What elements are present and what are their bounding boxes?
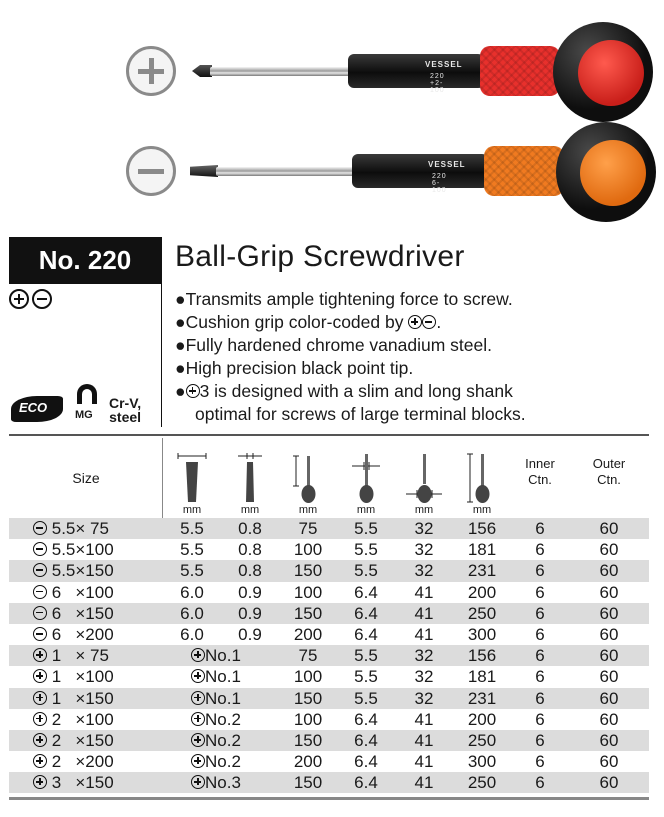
grip-diameter-cell: 41 [395, 624, 453, 645]
table-row [9, 603, 649, 624]
inner-ctn-cell: 6 [511, 709, 569, 730]
shank-diameter-cell: 5.5 [337, 688, 395, 709]
point-size-cell: No.1 [163, 645, 279, 666]
size-cell: 2 ×150 [9, 730, 163, 751]
outer-ctn-cell: 60 [569, 518, 649, 539]
point-size-cell: No.2 [163, 709, 279, 730]
grip-diameter-cell: 41 [395, 751, 453, 772]
brand-marking: VESSEL [425, 60, 463, 69]
point-size-cell: No.2 [163, 730, 279, 751]
tip-thickness-cell: 0.8 [221, 539, 279, 560]
outer-ctn-cell: 60 [569, 539, 649, 560]
grip-diameter-cell: 32 [395, 518, 453, 539]
grip-diameter-cell: 41 [395, 772, 453, 793]
phillips-icon [33, 691, 47, 705]
inner-ctn-cell: 6 [511, 751, 569, 772]
blade-length-cell: 100 [279, 539, 337, 560]
product-title: Ball-Grip Screwdriver [175, 240, 465, 273]
outer-ctn-cell: 60 [569, 582, 649, 603]
phillips-icon [186, 384, 200, 398]
size-cell: 5.5×100 [9, 539, 163, 560]
table-row [9, 518, 649, 539]
total-length-cell: 181 [453, 539, 511, 560]
tip-width-header: mm [163, 438, 221, 518]
tip-width-cell: 5.5 [163, 560, 221, 581]
magnetic-tip-icon: MG [73, 384, 101, 424]
tip-type-icons [9, 289, 52, 309]
tip-thickness-cell: 0.9 [221, 582, 279, 603]
feature-item: ● 3 is designed with a slim and long shank [175, 381, 513, 401]
blade-length-cell: 75 [279, 645, 337, 666]
inner-ctn-cell: 6 [511, 518, 569, 539]
total-length-diagram-icon [462, 452, 502, 504]
grip-diameter-cell: 32 [395, 539, 453, 560]
slotted-icon [33, 585, 47, 599]
point-size-cell: No.2 [163, 751, 279, 772]
table-row [9, 582, 649, 603]
total-length-cell: 300 [453, 751, 511, 772]
shank-diameter-cell: 5.5 [337, 666, 395, 687]
table-row [9, 539, 649, 560]
inner-ctn-cell: 6 [511, 560, 569, 581]
blade-length-diagram-icon [288, 452, 328, 504]
grip-diameter-cell: 32 [395, 666, 453, 687]
orange-grip [484, 146, 564, 196]
size-marking: 220 6-100 [432, 173, 447, 194]
size-cell: 6 ×150 [9, 603, 163, 624]
inner-ctn-header: Inner Ctn. [525, 456, 555, 487]
shank-diameter-cell: 6.4 [337, 603, 395, 624]
size-marking: 220 +2-100 [430, 73, 445, 94]
tip-thickness-header: mm [221, 438, 279, 518]
point-size-cell: No.1 [163, 666, 279, 687]
phillips-icon [9, 289, 29, 309]
table-row [9, 709, 649, 730]
table-row [9, 688, 649, 709]
shank-diameter-cell: 6.4 [337, 730, 395, 751]
blade-length-cell: 150 [279, 730, 337, 751]
phillips-icon [33, 712, 47, 726]
total-length-cell: 250 [453, 603, 511, 624]
inner-ctn-cell: 6 [511, 666, 569, 687]
total-length-cell: 250 [453, 730, 511, 751]
total-length-cell: 231 [453, 560, 511, 581]
shank-diameter-header: mm [337, 438, 395, 518]
shank-diameter-cell: 5.5 [337, 560, 395, 581]
phillips-icon [191, 691, 205, 705]
size-cell: 1 × 75 [9, 645, 163, 666]
tip-width-cell: 6.0 [163, 582, 221, 603]
slotted-icon [33, 606, 47, 620]
phillips-icon [33, 754, 47, 768]
feature-item: ●Transmits ample tightening force to screw. [175, 289, 513, 309]
feature-item: ●High precision black point tip. [175, 358, 414, 378]
total-length-cell: 200 [453, 582, 511, 603]
tip-thickness-cell: 0.8 [221, 518, 279, 539]
tip-thickness-diagram-icon [230, 452, 270, 504]
total-length-header: mm [453, 438, 511, 518]
feature-item: ●Fully hardened chrome vanadium steel. [175, 335, 492, 355]
red-grip [480, 46, 560, 96]
grip-diameter-header: mm [395, 438, 453, 518]
outer-ctn-cell: 60 [569, 666, 649, 687]
divider [9, 797, 649, 800]
total-length-cell: 181 [453, 666, 511, 687]
outer-ctn-cell: 60 [569, 709, 649, 730]
slotted-icon [33, 521, 47, 535]
certification-badges [9, 384, 141, 424]
feature-item-continued: optimal for screws of large terminal blocks. [195, 404, 526, 424]
blade-length-cell: 150 [279, 772, 337, 793]
size-cell: 2 ×200 [9, 751, 163, 772]
material-badge: Cr-V, steel [109, 395, 142, 425]
shank-diameter-cell: 6.4 [337, 709, 395, 730]
model-number: No. 220 [9, 237, 161, 283]
divider [9, 434, 649, 436]
tip-thickness-cell: 0.9 [221, 603, 279, 624]
size-cell: 5.5×150 [9, 560, 163, 581]
grip-diameter-cell: 41 [395, 603, 453, 624]
red-grip-cap [578, 40, 644, 106]
grip-diameter-cell: 32 [395, 645, 453, 666]
phillips-icon [191, 775, 205, 789]
phillips-icon [191, 669, 205, 683]
total-length-cell: 156 [453, 645, 511, 666]
slotted-icon [33, 542, 47, 556]
table-row [9, 645, 649, 666]
tip-thickness-cell: 0.9 [221, 624, 279, 645]
blade-length-cell: 75 [279, 518, 337, 539]
inner-ctn-cell: 6 [511, 603, 569, 624]
phillips-tip-icon [126, 46, 176, 96]
total-length-cell: 156 [453, 518, 511, 539]
shank-diameter-cell: 6.4 [337, 751, 395, 772]
blade-length-cell: 100 [279, 666, 337, 687]
grip-diameter-cell: 41 [395, 730, 453, 751]
outer-ctn-cell: 60 [569, 688, 649, 709]
outer-ctn-header: Outer Ctn. [592, 456, 626, 487]
outer-ctn-cell: 60 [569, 624, 649, 645]
phillips-icon [33, 648, 47, 662]
outer-ctn-cell: 60 [569, 730, 649, 751]
size-cell: 6 ×100 [9, 582, 163, 603]
table-row [9, 730, 649, 751]
brand-marking: VESSEL [428, 160, 466, 169]
size-cell: 5.5× 75 [9, 518, 163, 539]
slotted-icon [422, 315, 436, 329]
feature-list [175, 288, 645, 426]
size-cell: 6 ×200 [9, 624, 163, 645]
blade-length-header: mm [279, 438, 337, 518]
size-cell: 3 ×150 [9, 772, 163, 793]
size-cell: 1 ×100 [9, 666, 163, 687]
table-row [9, 772, 649, 793]
table-header-row [9, 438, 649, 518]
grip-diameter-cell: 32 [395, 688, 453, 709]
blade-length-cell: 100 [279, 582, 337, 603]
inner-ctn-cell: 6 [511, 582, 569, 603]
tip-width-cell: 5.5 [163, 518, 221, 539]
slotted-icon [32, 289, 52, 309]
table-row [9, 666, 649, 687]
outer-ctn-cell: 60 [569, 560, 649, 581]
phillips-icon [191, 712, 205, 726]
feature-item: ●Cushion grip color-coded by . [175, 312, 442, 332]
table-row [9, 560, 649, 581]
inner-ctn-cell: 6 [511, 624, 569, 645]
inner-ctn-cell: 6 [511, 730, 569, 751]
shank-diameter-cell: 6.4 [337, 582, 395, 603]
tip-width-cell: 5.5 [163, 539, 221, 560]
outer-ctn-cell: 60 [569, 772, 649, 793]
total-length-cell: 200 [453, 709, 511, 730]
inner-ctn-cell: 6 [511, 688, 569, 709]
blade-length-cell: 150 [279, 560, 337, 581]
table-row [9, 751, 649, 772]
tip-width-cell: 6.0 [163, 603, 221, 624]
tip-width-diagram-icon [172, 452, 212, 504]
phillips-icon [33, 669, 47, 683]
tip-width-cell: 6.0 [163, 624, 221, 645]
inner-ctn-cell: 6 [511, 772, 569, 793]
size-cell: 2 ×100 [9, 709, 163, 730]
slotted-icon [33, 563, 47, 577]
tip-thickness-cell: 0.8 [221, 560, 279, 581]
shank-diameter-cell: 5.5 [337, 539, 395, 560]
size-header: Size [72, 470, 100, 486]
orange-grip-cap [580, 140, 646, 206]
outer-ctn-cell: 60 [569, 645, 649, 666]
outer-ctn-cell: 60 [569, 751, 649, 772]
total-length-cell: 250 [453, 772, 511, 793]
blade-length-cell: 200 [279, 751, 337, 772]
slotted-icon [33, 627, 47, 641]
shank-diameter-cell: 6.4 [337, 772, 395, 793]
blade-length-cell: 150 [279, 688, 337, 709]
blade-length-cell: 150 [279, 603, 337, 624]
product-photo [0, 0, 664, 232]
point-size-cell: No.3 [163, 772, 279, 793]
phillips-icon [408, 315, 422, 329]
inner-ctn-cell: 6 [511, 645, 569, 666]
eco-badge-icon: ECO [9, 392, 65, 424]
phillips-icon [191, 648, 205, 662]
divider [161, 237, 162, 427]
slotted-tip-icon [126, 146, 176, 196]
shank-diameter-cell: 5.5 [337, 645, 395, 666]
phillips-icon [33, 775, 47, 789]
phillips-icon [191, 754, 205, 768]
blade-length-cell: 100 [279, 709, 337, 730]
shank-diameter-cell: 6.4 [337, 624, 395, 645]
grip-diameter-cell: 41 [395, 582, 453, 603]
phillips-icon [33, 733, 47, 747]
grip-diameter-diagram-icon [404, 452, 444, 504]
outer-ctn-cell: 60 [569, 603, 649, 624]
grip-diameter-cell: 41 [395, 709, 453, 730]
shank-diameter-diagram-icon [346, 452, 386, 504]
total-length-cell: 300 [453, 624, 511, 645]
blade-length-cell: 200 [279, 624, 337, 645]
grip-diameter-cell: 32 [395, 560, 453, 581]
point-size-cell: No.1 [163, 688, 279, 709]
size-cell: 1 ×150 [9, 688, 163, 709]
inner-ctn-cell: 6 [511, 539, 569, 560]
total-length-cell: 231 [453, 688, 511, 709]
divider [9, 283, 161, 284]
spec-table [9, 438, 649, 793]
table-row [9, 624, 649, 645]
shank-diameter-cell: 5.5 [337, 518, 395, 539]
phillips-icon [191, 733, 205, 747]
